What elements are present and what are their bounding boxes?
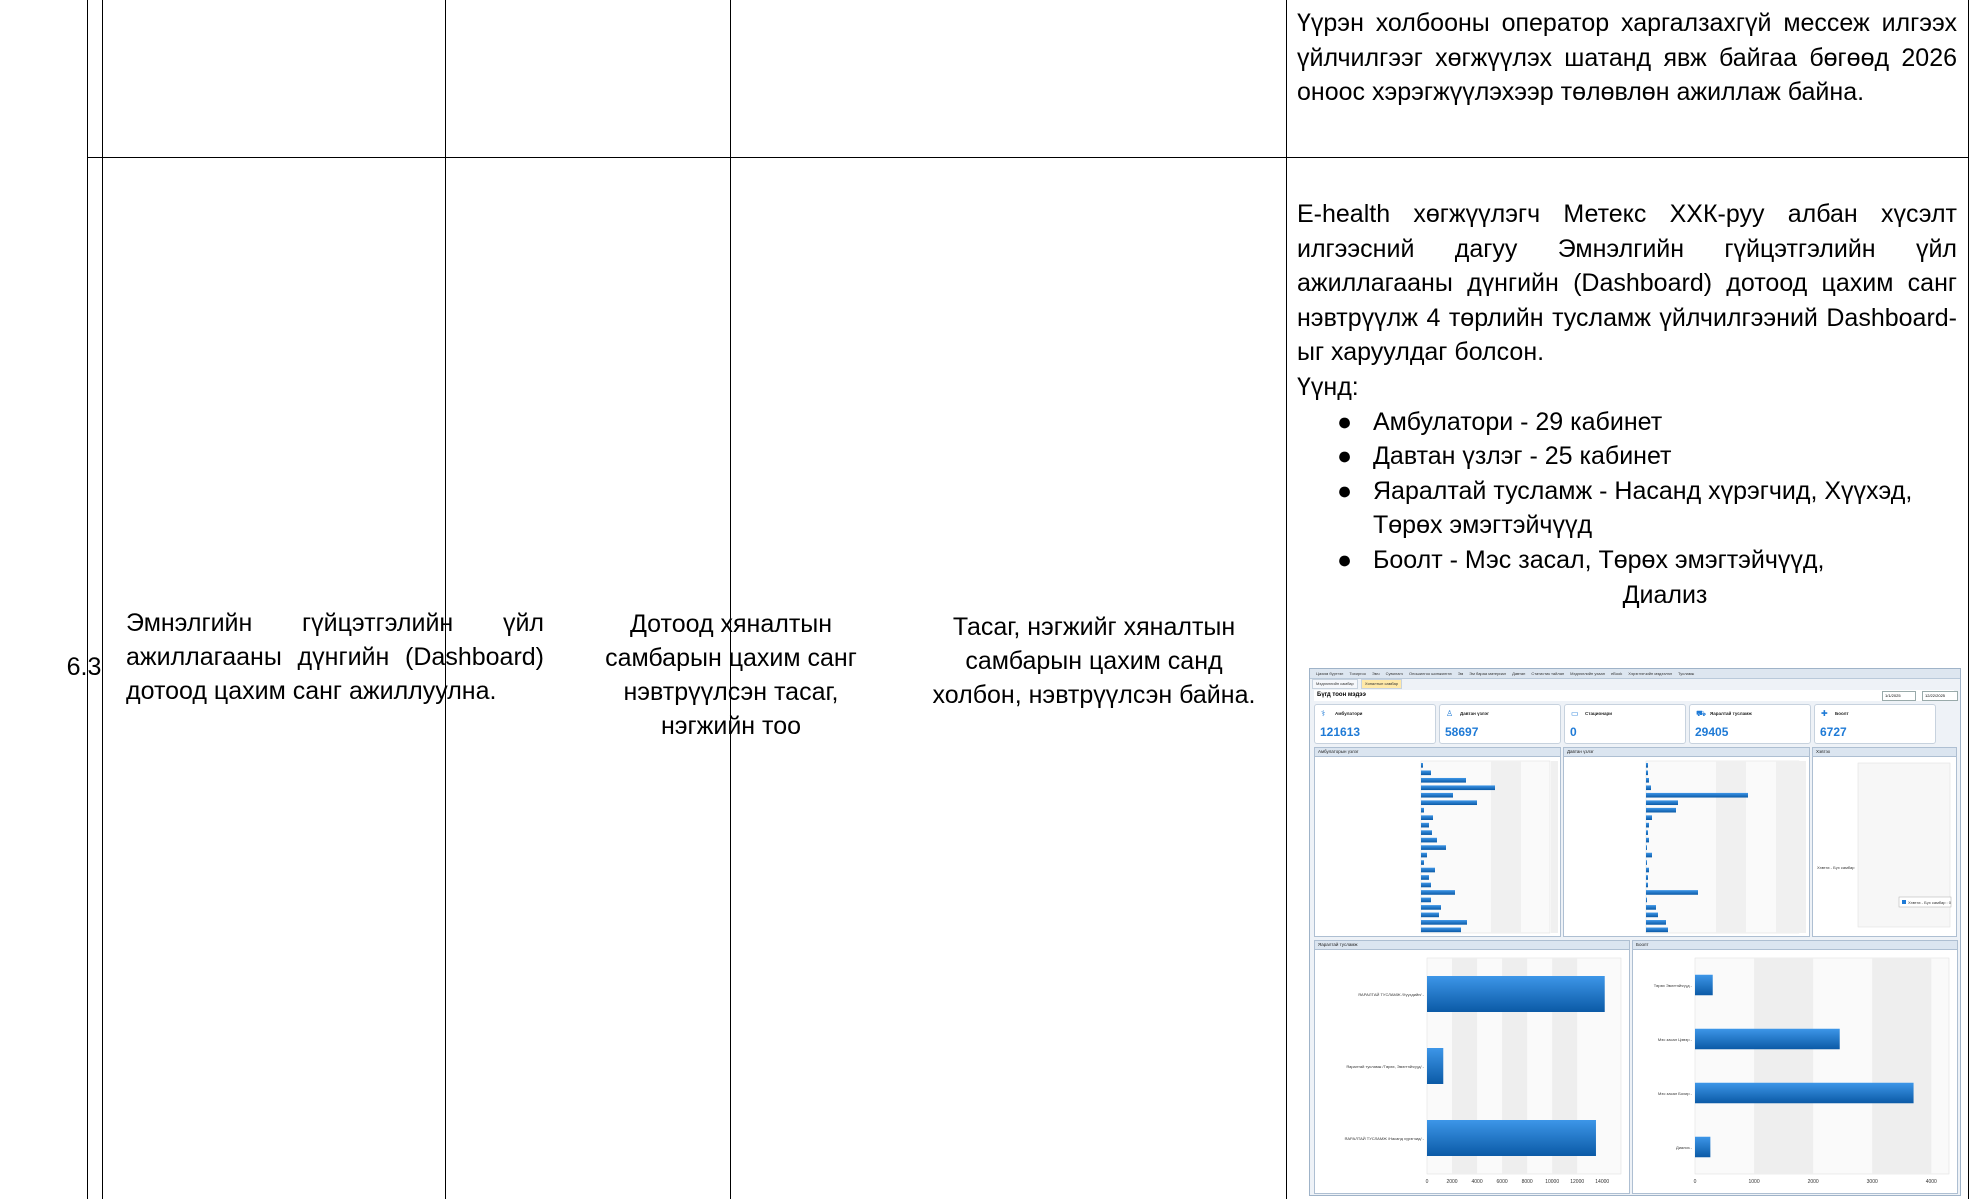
bullet-text: Боолт - Мэс засал, Төрөх эмэгтэйчүүд, bbox=[1373, 545, 1825, 574]
bullet-item bbox=[1297, 405, 1957, 440]
menu-item: Сувилагч bbox=[1385, 671, 1403, 676]
third-chart bbox=[1813, 757, 1954, 935]
menu-item: Тусламж bbox=[1678, 671, 1695, 676]
tick-label: 12000 bbox=[1570, 1179, 1585, 1185]
bullet-item bbox=[1297, 543, 1957, 612]
table-border-right bbox=[1968, 0, 1969, 1199]
table-border-left bbox=[87, 0, 88, 1199]
target-text: Тасаг, нэгжийг хяналтын самбарын цахим санд холбон, нэвтрүүлсэн байна. bbox=[932, 613, 1256, 709]
bar bbox=[1646, 823, 1649, 828]
bar bbox=[1646, 830, 1648, 835]
bullet-icon: ● bbox=[1337, 476, 1353, 505]
panel-emergency bbox=[1314, 940, 1630, 1194]
ambulatory-chart bbox=[1315, 757, 1558, 935]
dashboard-tabs bbox=[1310, 679, 1960, 687]
kpi-label: Боолт bbox=[1835, 711, 1849, 716]
third-axis-label: Хэвтэх - Бүх самбар bbox=[1817, 865, 1855, 870]
tick-label: 2000 bbox=[1446, 1179, 1458, 1185]
bar bbox=[1646, 883, 1648, 888]
date-from: 1/1/2025 bbox=[1882, 691, 1916, 701]
panel-third bbox=[1812, 747, 1957, 937]
bar bbox=[1421, 905, 1441, 910]
bar bbox=[1427, 1120, 1596, 1156]
bar bbox=[1421, 868, 1435, 873]
panel-title: Яаралтай тусламж bbox=[1315, 941, 1629, 950]
category-label: Төрөх Эмэгтэйчүүд - bbox=[1653, 983, 1692, 988]
tick-label: 4000 bbox=[1925, 1179, 1937, 1185]
tick-label: 14000 bbox=[1595, 1179, 1610, 1185]
report-intro: E-health хөгжүүлэгч Метекс ХХК-руу албан хүсэлт илгээсний дагуу Эмнэлгийн гүйцэтгэлийн үйл ажиллагааны дүнгийн (Dashboard) дотоод цахим санг нэвтрүүлж 4 төрлийн тусламж үйлчилгээний Dashboard-ыг харуулдаг болсон. bbox=[1297, 200, 1957, 367]
bullet-item bbox=[1297, 474, 1957, 543]
legend-swatch bbox=[1902, 900, 1906, 904]
bar bbox=[1646, 875, 1648, 880]
bar bbox=[1646, 770, 1648, 775]
bar bbox=[1646, 928, 1668, 933]
bar bbox=[1646, 793, 1748, 798]
grid-band bbox=[1776, 761, 1806, 933]
bar bbox=[1646, 800, 1678, 805]
bar bbox=[1421, 815, 1433, 820]
bar bbox=[1421, 875, 1429, 880]
tab-control: Хяналтын самбар bbox=[1361, 679, 1402, 689]
dashboard-title: Бүгд тоон мэдээ bbox=[1314, 690, 1954, 701]
bar bbox=[1421, 853, 1427, 858]
category-label: ЯАРАЛТАЙ ТУСЛАМЖ /Насанд хүрэгчид/ - bbox=[1344, 1136, 1424, 1141]
bar bbox=[1646, 778, 1649, 783]
panel-repeat bbox=[1563, 747, 1810, 937]
bar bbox=[1646, 815, 1652, 820]
kpi-card bbox=[1814, 704, 1936, 744]
bar bbox=[1695, 1029, 1840, 1050]
bar bbox=[1421, 845, 1446, 850]
menu-item: Эм bbox=[1457, 671, 1464, 676]
tick-label: 10000 bbox=[1545, 1179, 1560, 1185]
emergency-chart bbox=[1315, 950, 1627, 1192]
bar bbox=[1646, 868, 1649, 873]
table-border-col2 bbox=[102, 0, 103, 1199]
bandage-chart bbox=[1633, 950, 1955, 1192]
bar bbox=[1421, 920, 1467, 925]
bullet-item bbox=[1297, 439, 1957, 474]
bar bbox=[1421, 793, 1453, 798]
bar bbox=[1646, 890, 1698, 895]
panel-title: Хэвтэх bbox=[1813, 748, 1956, 757]
bed-icon: ▭ bbox=[1571, 709, 1579, 718]
grid-band bbox=[1716, 761, 1746, 933]
menu-item: Хэрэглэгчийн мэдээлэл bbox=[1628, 671, 1673, 676]
goal-text: Эмнэлгийн гүйцэтгэлийн үйл ажиллагааны дүнгийн (Dashboard) дотоод цахим санг ажиллуулна. bbox=[126, 609, 544, 705]
date-to: 12/22/2025 bbox=[1922, 691, 1958, 701]
bar bbox=[1646, 905, 1656, 910]
panel-ambulatory bbox=[1314, 747, 1561, 937]
kpi-value: 29405 bbox=[1695, 725, 1729, 739]
tick-label: 8000 bbox=[1521, 1179, 1533, 1185]
bar bbox=[1421, 830, 1432, 835]
bar bbox=[1421, 785, 1495, 790]
category-label: Яаралтай тусламж /Төрөх, Эмэгтэйчүүд/ - bbox=[1346, 1064, 1424, 1069]
kpi-value: 58697 bbox=[1445, 725, 1479, 739]
legend-text: Хэвтэх - Бүх самбар : 0 bbox=[1908, 900, 1952, 905]
bar bbox=[1421, 890, 1455, 895]
kpi-card bbox=[1689, 704, 1811, 744]
menu-item: Цахим бүртгэл bbox=[1316, 671, 1344, 676]
bar bbox=[1421, 928, 1461, 933]
bar bbox=[1646, 785, 1651, 790]
dashboard-screenshot bbox=[1309, 668, 1961, 1196]
grid-band bbox=[1551, 761, 1558, 933]
report-cell bbox=[1297, 197, 1957, 612]
menu-item: Оношилгоо шинжилгээ bbox=[1409, 671, 1452, 676]
bar bbox=[1646, 860, 1647, 865]
kpi-label: Стационари bbox=[1585, 711, 1612, 716]
category-label: ЯАРАЛТАЙ ТУСЛАМЖ /Хүүхдийн/ - bbox=[1358, 992, 1424, 997]
category-label: Мэс засал Бохир - bbox=[1658, 1091, 1692, 1096]
menu-item: Тохиргоо bbox=[1349, 671, 1366, 676]
panel-bandage bbox=[1632, 940, 1958, 1194]
bar bbox=[1646, 920, 1666, 925]
table-border-col4 bbox=[730, 0, 731, 1199]
bar bbox=[1421, 883, 1431, 888]
table-border-col3 bbox=[445, 0, 446, 1199]
report-sub: Үүнд: bbox=[1297, 372, 1359, 401]
menu-item: eBook bbox=[1610, 671, 1623, 676]
panel-title: Давтан үзлэг bbox=[1564, 748, 1809, 757]
bandage-icon: ✚ bbox=[1821, 709, 1828, 718]
repeat-chart bbox=[1564, 757, 1807, 935]
bar bbox=[1421, 838, 1437, 843]
grid-band bbox=[1754, 958, 1813, 1174]
bar bbox=[1646, 913, 1658, 918]
bar bbox=[1427, 1048, 1443, 1084]
bar bbox=[1695, 1083, 1914, 1104]
bar bbox=[1646, 845, 1647, 850]
tick-label: 1000 bbox=[1748, 1179, 1760, 1185]
bar bbox=[1421, 808, 1424, 813]
bar bbox=[1695, 1137, 1710, 1158]
menu-item: Статистик тайлан bbox=[1531, 671, 1565, 676]
kpi-card bbox=[1439, 704, 1561, 744]
row-number: 6.3 bbox=[66, 653, 102, 681]
bullet-text-continued: Диализ bbox=[1622, 580, 1708, 609]
progress-text-top: Үүрэн холбооны оператор харгалзахгүй мессеж илгээх үйлчилгээг хөгжүүлэх шатанд явж байгаа бөгөөд 2026 оноос хэрэгжүүлэхээр төлөвлөн ажиллаж байна. bbox=[1297, 9, 1957, 107]
menu-item: Мэдээллийн ухаан bbox=[1570, 671, 1605, 676]
user-icon: ♙ bbox=[1446, 709, 1454, 718]
ambulance-icon: ⛟ bbox=[1696, 709, 1707, 718]
bar bbox=[1421, 800, 1477, 805]
bar bbox=[1646, 763, 1648, 768]
kpi-value: 121613 bbox=[1320, 725, 1361, 739]
panel-title: Амбулаторын үзлэг bbox=[1315, 748, 1560, 757]
kpi-card bbox=[1564, 704, 1686, 744]
row-divider bbox=[87, 157, 1969, 158]
bullet-text: Яаралтай тусламж - Насанд хүрэгчид, Хүүхэд, Төрөх эмэгтэйчүүд bbox=[1373, 476, 1913, 540]
grid-band bbox=[1872, 958, 1931, 1174]
progress-cell-top bbox=[1297, 6, 1957, 110]
bar bbox=[1646, 838, 1649, 843]
kpi-label: Яаралтай тусламж bbox=[1710, 711, 1752, 716]
tick-label: 3000 bbox=[1866, 1179, 1878, 1185]
bar bbox=[1646, 808, 1676, 813]
bar bbox=[1421, 898, 1431, 903]
bar bbox=[1646, 853, 1652, 858]
tick-label: 0 bbox=[1425, 1179, 1429, 1185]
bullet-icon: ● bbox=[1337, 545, 1353, 574]
menu-item: Эм бараа материал bbox=[1469, 671, 1507, 676]
category-label: Диализ - bbox=[1675, 1145, 1692, 1150]
menu-item: Давтан bbox=[1512, 671, 1526, 676]
bullet-text: Давтан үзлэг - 25 кабинет bbox=[1373, 442, 1672, 471]
tick-label: 2000 bbox=[1807, 1179, 1819, 1185]
indicator-text: Дотоод хяналтын самбарын цахим санг нэвтрүүлсэн тасаг, нэгжийн тоо bbox=[605, 610, 857, 740]
bar bbox=[1421, 778, 1466, 783]
menu-item: Эмч bbox=[1371, 671, 1380, 676]
bullet-text: Амбулатори - 29 кабинет bbox=[1373, 407, 1663, 436]
table-border-col5 bbox=[1286, 0, 1287, 1199]
bar bbox=[1421, 860, 1424, 865]
bar bbox=[1421, 913, 1439, 918]
dashboard-menubar bbox=[1310, 669, 1960, 679]
tick-label: 0 bbox=[1693, 1179, 1697, 1185]
kpi-card bbox=[1314, 704, 1436, 744]
kpi-value: 6727 bbox=[1820, 725, 1847, 739]
kpi-label: Давтан үзлэг bbox=[1460, 711, 1489, 716]
bar bbox=[1421, 770, 1431, 775]
bullet-icon: ● bbox=[1337, 407, 1353, 436]
kpi-value: 0 bbox=[1570, 725, 1577, 739]
report-bullets bbox=[1297, 405, 1957, 613]
tick-label: 4000 bbox=[1471, 1179, 1483, 1185]
bar bbox=[1695, 975, 1713, 996]
bullet-icon: ● bbox=[1337, 442, 1353, 471]
bar bbox=[1427, 976, 1605, 1012]
category-label: Мэс засал Цэвэр - bbox=[1657, 1037, 1692, 1042]
kpi-label: Амбулатори bbox=[1335, 711, 1363, 716]
bar bbox=[1646, 898, 1647, 903]
ambulatory-icon: ⚕ bbox=[1321, 709, 1326, 718]
tick-label: 6000 bbox=[1496, 1179, 1508, 1185]
panel-title: Боолт bbox=[1633, 941, 1957, 950]
tab-info: Мэдээллийн самбар bbox=[1312, 679, 1358, 689]
bar bbox=[1421, 823, 1429, 828]
grid-band bbox=[1491, 761, 1521, 933]
bar bbox=[1421, 763, 1423, 768]
